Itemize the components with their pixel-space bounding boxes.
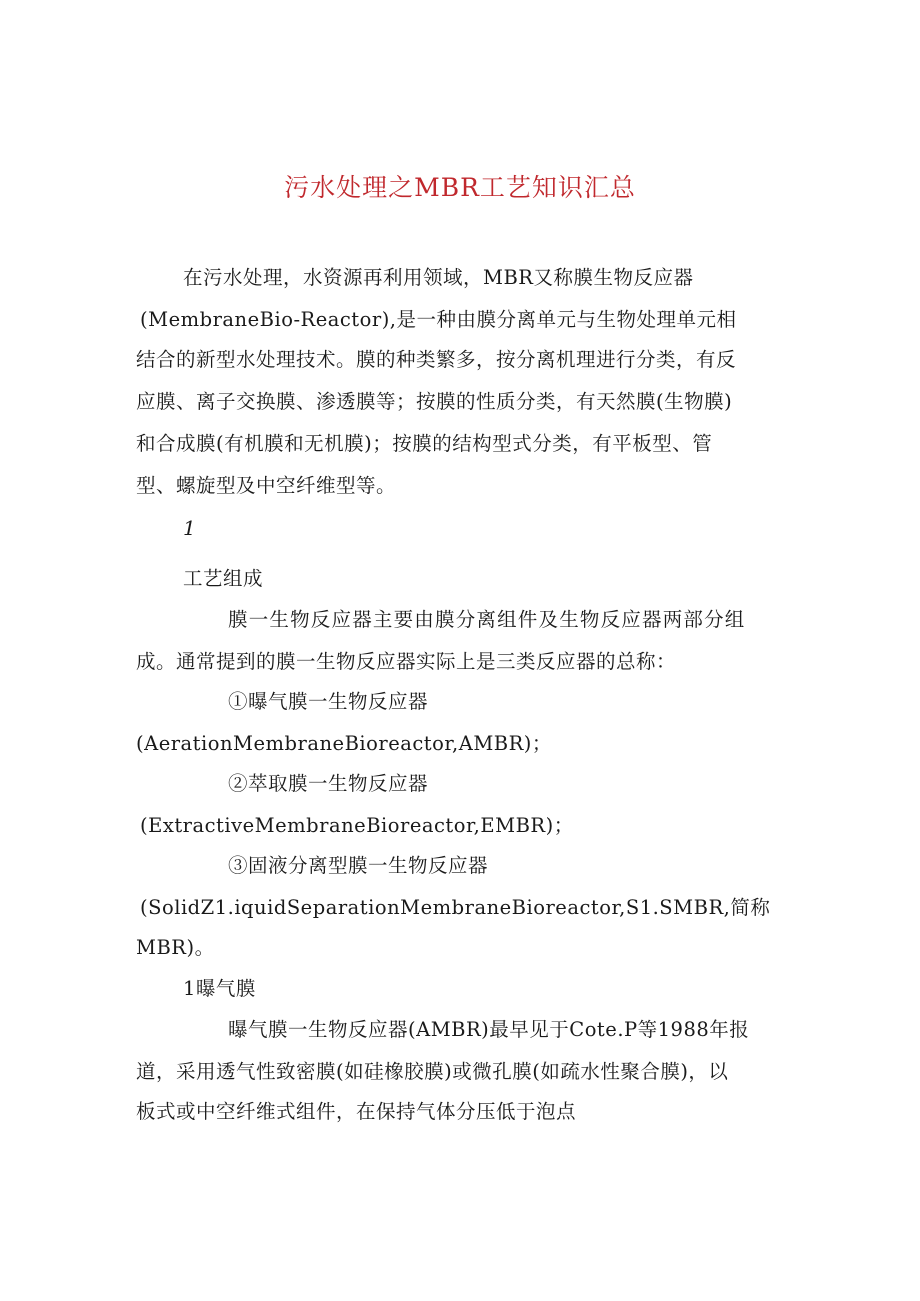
section-heading: 工艺组成 <box>183 567 264 590</box>
aeration-line-1: 曝气膜一生物反应器(AMBR)最早见于Cote.P等1988年报 <box>228 1018 750 1041</box>
reactor-type-3-label: ③固液分离型膜一生物反应器 <box>228 854 489 877</box>
reactor-type-3-english: (SolidZ1.iquidSeparationMembraneBioreactor,S1.SMBR,简称 <box>140 896 771 919</box>
reactor-type-2-english: (ExtractiveMembraneBioreactor,EMBR)； <box>140 814 574 837</box>
aeration-line-2: 道，采用透气性致密膜(如硅橡胶膜)或微孔膜(如疏水性聚合膜)，以 <box>136 1060 729 1083</box>
subsection-heading: 1曝气膜 <box>183 977 256 1000</box>
section-number: 1 <box>183 516 197 540</box>
reactor-type-3-english-cont: MBR)。 <box>136 936 215 959</box>
composition-line-2: 成。通常提到的膜一生物反应器实际上是三类反应器的总称： <box>136 650 677 673</box>
intro-line-1: 在污水处理，水资源再利用领域，MBR又称膜生物反应器 <box>183 266 694 289</box>
intro-line-3: 结合的新型水处理技术。膜的种类繁多，按分离机理进行分类，有反 <box>136 348 737 371</box>
reactor-type-1-label: ①曝气膜一生物反应器 <box>228 690 429 713</box>
intro-line-4: 应膜、离子交换膜、渗透膜等；按膜的性质分类，有天然膜(生物膜) <box>136 390 733 413</box>
reactor-type-2-label: ②萃取膜一生物反应器 <box>228 772 429 795</box>
document-title: 污水处理之MBR工艺知识汇总 <box>284 173 636 202</box>
composition-line-1: 膜一生物反应器主要由膜分离组件及生物反应器两部分组 <box>228 608 746 631</box>
aeration-line-3: 板式或中空纤维式组件，在保持气体分压低于泡点 <box>136 1100 577 1123</box>
intro-line-5: 和合成膜(有机膜和无机膜)；按膜的结构型式分类，有平板型、管 <box>136 432 713 455</box>
intro-line-6: 型、螺旋型及中空纤维型等。 <box>136 474 397 497</box>
reactor-type-1-english: (AerationMembraneBioreactor,AMBR)； <box>136 732 552 755</box>
intro-line-2: (MembraneBio-Reactor),是一种由膜分离单元与生物处理单元相 <box>140 308 737 331</box>
